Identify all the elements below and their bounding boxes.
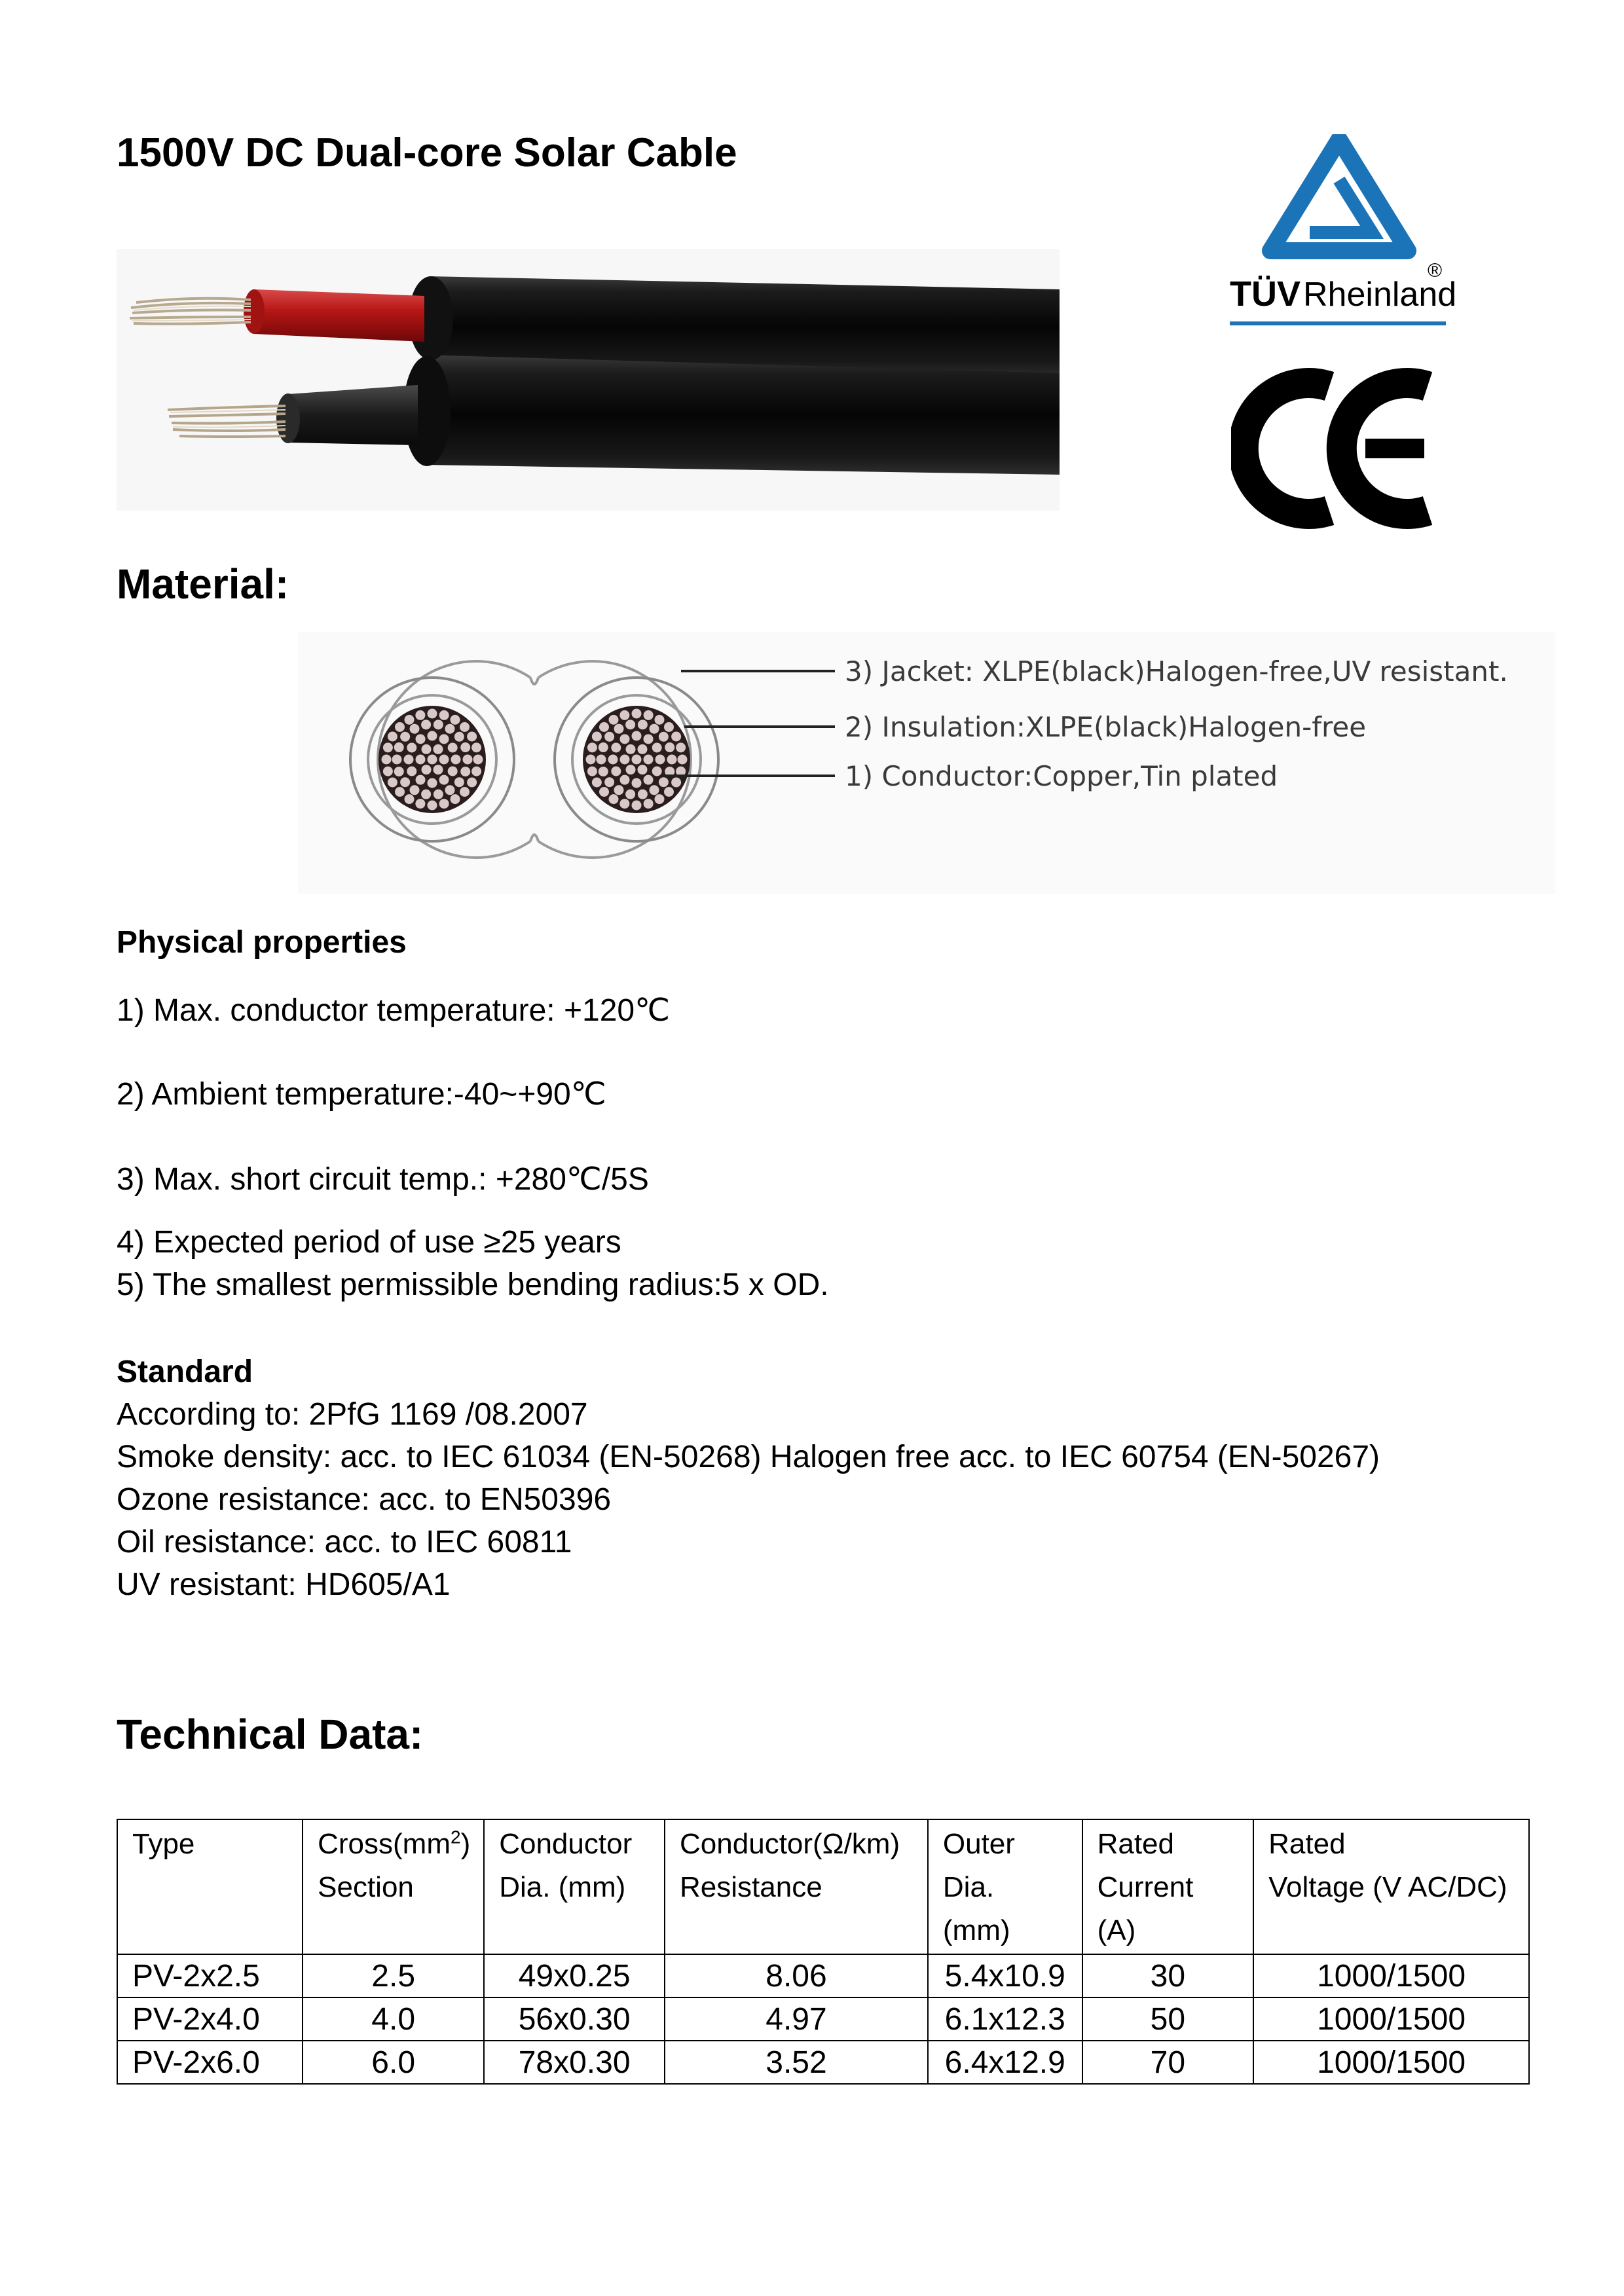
strand-dot	[445, 785, 455, 795]
strand-dot	[410, 785, 420, 795]
cell-cross-section: 6.0	[303, 2041, 484, 2084]
strand-dot	[471, 742, 481, 752]
cell-rated-voltage: 1000/1500	[1253, 1954, 1529, 1997]
strand-dot	[619, 799, 629, 809]
strand-dot	[471, 767, 481, 776]
strand-dot	[422, 765, 432, 774]
strand-dot	[416, 775, 426, 785]
strand-dot	[644, 775, 654, 785]
strand-dot	[400, 777, 410, 787]
strand-dot	[665, 742, 674, 752]
cell-rated-current: 30	[1082, 1954, 1254, 1997]
strand-dot	[428, 709, 437, 719]
header-cross-section: $Cross(mm^2)$ Section	[303, 1819, 484, 1954]
technical-data-heading: Technical Data:	[117, 1711, 424, 1758]
cell-outer-dia: 6.4x12.9	[928, 2041, 1082, 2084]
strand-dot	[644, 799, 654, 809]
strand-dot	[664, 722, 674, 732]
strand-dot	[678, 755, 688, 765]
strand-dot	[421, 790, 431, 799]
standard-item: Smoke density: acc. to IEC 61034 (EN-50268) Halogen free acc. to IEC 60754 (EN-50267)	[117, 1440, 1380, 1474]
material-heading: Material:	[117, 560, 289, 608]
header-rated-voltage: Rated Voltage (V AC/DC)	[1253, 1819, 1529, 1954]
registered-mark: ®	[1428, 260, 1443, 282]
strand-dot	[667, 755, 677, 765]
tuv-text: TÜV	[1230, 274, 1301, 314]
table-row	[117, 2041, 1529, 2084]
strand-dot	[608, 755, 618, 765]
cell-cross-section: 2.5	[303, 1954, 484, 1997]
cell-outer-dia: 6.1x12.3	[928, 1997, 1082, 2041]
cell-rated-voltage: 1000/1500	[1253, 2041, 1529, 2084]
strand-dot	[620, 775, 630, 785]
strand-dot	[614, 785, 624, 795]
strand-dot	[632, 709, 642, 719]
strand-dot	[652, 767, 662, 776]
cell-conductor-dia: 49x0.25	[484, 1954, 665, 1997]
strand-dot	[428, 731, 437, 741]
cell-resistance: 3.52	[665, 2041, 928, 2084]
strand-dot	[400, 732, 410, 742]
physical-item: 5) The smallest permissible bending radius:5 x OD.	[117, 1267, 829, 1302]
strand-dot	[650, 724, 659, 734]
strand-dot	[626, 744, 636, 754]
strand-dot	[454, 732, 464, 742]
cell-resistance: 4.97	[665, 1997, 928, 2041]
strand-dot	[638, 765, 648, 774]
physical-item: 4) Expected period of use ≥25 years	[117, 1225, 621, 1260]
strand-dot	[460, 767, 470, 776]
cell-resistance: 8.06	[665, 1954, 928, 1997]
strand-dot	[659, 777, 669, 787]
strand-dot	[473, 755, 483, 765]
strand-dot	[439, 755, 449, 765]
strand-dot	[451, 794, 460, 804]
strand-dot	[592, 732, 602, 742]
strand-dot	[451, 715, 460, 725]
strand-dot	[410, 724, 420, 734]
strand-dot	[599, 742, 608, 752]
cell-outer-dia: 5.4x10.9	[928, 1954, 1082, 1997]
strand-dot	[671, 732, 681, 742]
strand-dot	[439, 799, 449, 809]
strand-dot	[586, 755, 596, 765]
strand-dot	[609, 794, 619, 804]
strand-dot	[395, 787, 405, 797]
callout-conductor: 1) Conductor:Copper,Tin plated	[845, 760, 1278, 792]
strand-dot	[415, 799, 425, 809]
strand-dot	[625, 790, 635, 799]
table-row	[117, 1954, 1529, 1997]
strand-dot	[416, 755, 426, 765]
strand-dot	[632, 755, 642, 765]
callout-jacket: 3) Jacket: XLPE(black)Halogen-free,UV resistant.	[845, 655, 1508, 687]
strand-dot	[383, 767, 393, 776]
strand-dot	[392, 755, 402, 765]
table-header-row	[117, 1819, 1529, 1954]
strand-dot	[439, 734, 449, 744]
cell-conductor-dia: 56x0.30	[484, 1997, 665, 2041]
strand-dot	[434, 720, 443, 729]
strand-dot	[644, 710, 654, 720]
strand-dot	[592, 778, 602, 788]
strand-dot	[659, 732, 669, 742]
strand-dot	[638, 744, 648, 754]
tuv-rheinland-logo	[1218, 134, 1460, 331]
strand-dot	[434, 744, 443, 754]
cell-rated-voltage: 1000/1500	[1253, 1997, 1529, 2041]
cell-conductor-dia: 78x0.30	[484, 2041, 665, 2084]
cell-cross-section: 4.0	[303, 1997, 484, 2041]
strand-dot	[460, 722, 470, 732]
strand-dot	[388, 732, 397, 742]
physical-item: 1) Max. conductor temperature: +120℃	[117, 993, 670, 1028]
strand-dot	[664, 787, 674, 797]
cell-type: PV-2x2.5	[117, 1954, 303, 1997]
strand-dot	[620, 734, 630, 744]
strand-dot	[445, 724, 455, 734]
strand-dot	[394, 767, 404, 776]
strand-dot	[620, 755, 630, 765]
strand-dot	[655, 715, 665, 725]
strand-dot	[655, 755, 665, 765]
strand-dot	[428, 755, 437, 765]
strand-dot	[394, 742, 404, 752]
strand-dot	[463, 755, 473, 765]
physical-item: 3) Max. short circuit temp.: +280℃/5S	[117, 1162, 649, 1197]
header-resistance: Conductor(Ω/km) Resistance	[665, 1819, 928, 1954]
header-outer-dia: Outer Dia. (mm)	[928, 1819, 1082, 1954]
strand-dot	[632, 731, 642, 741]
strand-dot	[611, 743, 621, 753]
strand-dot	[448, 767, 458, 776]
strand-dot	[405, 715, 415, 725]
strand-dot	[632, 778, 642, 788]
strand-dot	[587, 767, 597, 776]
strand-dot	[407, 743, 416, 753]
strand-dot	[415, 710, 425, 720]
strand-dot	[626, 765, 636, 774]
callout-insulation: 2) Insulation:XLPE(black)Halogen-free	[845, 711, 1367, 743]
strand-dot	[604, 732, 614, 742]
strand-dot	[609, 715, 619, 725]
physical-properties-heading: Physical properties	[117, 925, 407, 960]
cell-type: PV-2x6.0	[117, 2041, 303, 2084]
strand-dot	[587, 742, 597, 752]
strand-dot	[460, 742, 470, 752]
strand-dot	[625, 720, 635, 729]
strand-dot	[597, 755, 606, 765]
strand-dot	[638, 790, 648, 799]
strand-dot	[652, 743, 662, 753]
strand-dot	[404, 755, 414, 765]
ce-mark-icon	[1231, 367, 1447, 530]
strand-dot	[434, 765, 443, 774]
strand-dot	[454, 777, 464, 787]
strand-dot	[671, 778, 681, 788]
strand-dot	[451, 755, 461, 765]
strand-dot	[383, 742, 393, 752]
cross-section-diagram	[298, 632, 1555, 894]
strand-dot	[619, 710, 629, 720]
standard-item: Ozone resistance: acc. to EN50396	[117, 1482, 612, 1517]
strand-dot	[467, 778, 477, 788]
strand-dot	[439, 775, 449, 785]
strand-dot	[460, 787, 470, 797]
strand-dot	[416, 734, 426, 744]
strand-dot	[421, 720, 431, 729]
table-row	[117, 1997, 1529, 2041]
strand-dot	[405, 794, 415, 804]
header-conductor-dia: Conductor Dia. (mm)	[484, 1819, 665, 1954]
physical-item: 2) Ambient temperature:-40~+90℃	[117, 1077, 606, 1112]
strand-dot	[395, 722, 405, 732]
strand-dot	[614, 724, 624, 734]
cell-rated-current: 50	[1082, 1997, 1254, 2041]
technical-data-table	[117, 1819, 1530, 2085]
strand-dot	[644, 755, 654, 765]
standard-item: UV resistant: HD605/A1	[117, 1567, 451, 1602]
standard-item: Oil resistance: acc. to IEC 60811	[117, 1525, 572, 1559]
header-rated-current: Rated Current (A)	[1082, 1819, 1254, 1954]
tuv-triangle-icon	[1218, 134, 1460, 331]
strand-dot	[407, 767, 416, 776]
strand-dot	[599, 722, 609, 732]
strand-dot	[439, 710, 449, 720]
standard-item: According to: 2PfG 1169 /08.2007	[117, 1397, 588, 1432]
strand-dot	[599, 787, 609, 797]
strand-dot	[611, 767, 621, 776]
strand-dot	[428, 778, 437, 788]
strand-dot	[382, 755, 392, 765]
header-type: Type	[117, 1819, 303, 1954]
strand-dot	[604, 777, 614, 787]
strand-dot	[388, 778, 397, 788]
strand-dot	[448, 743, 458, 753]
cell-rated-current: 70	[1082, 2041, 1254, 2084]
strand-dot	[644, 734, 654, 744]
strand-dot	[434, 790, 443, 799]
strand-dot	[650, 785, 659, 795]
strand-dot	[632, 801, 642, 811]
strand-dot	[428, 801, 437, 811]
strand-dot	[655, 794, 665, 804]
strand-dot	[599, 767, 608, 776]
strand-dot	[467, 732, 477, 742]
strand-dot	[638, 720, 648, 729]
standard-heading: Standard	[117, 1355, 253, 1389]
rheinland-text: Rheinland	[1303, 276, 1457, 314]
cable-photo	[117, 249, 1060, 511]
page-title: 1500V DC Dual-core Solar Cable	[117, 130, 737, 175]
strand-dot	[676, 742, 686, 752]
cell-type: PV-2x4.0	[117, 1997, 303, 2041]
strand-dot	[422, 744, 432, 754]
